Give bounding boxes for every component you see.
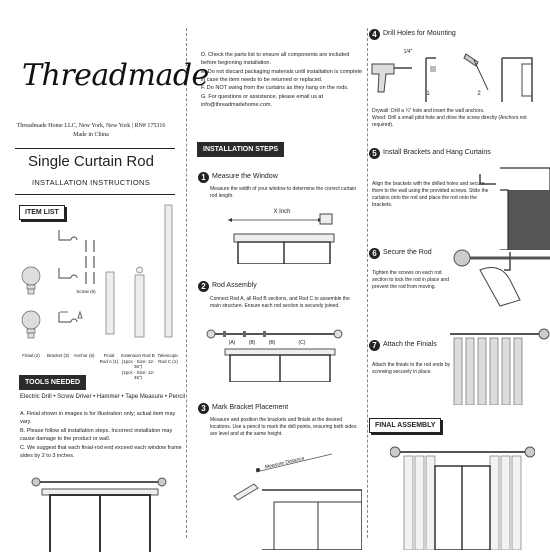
final-assembly-illustration	[390, 442, 535, 550]
mark-bracket-illustration	[222, 450, 362, 550]
product-title: Single Curtain Rod	[28, 153, 154, 170]
screw-icon	[86, 240, 94, 284]
divider	[15, 194, 175, 195]
drill-bullets	[372, 108, 544, 129]
drill-step-1-label: 1	[426, 91, 430, 97]
item-label-extension-rod-b: Extension Rod B (1pcs - Size: 12-36") (1pcs - Size: 12-46")	[121, 353, 155, 380]
part-label-a: (A)	[228, 340, 236, 346]
brand-address: Threadmade Home LLC, New York, New York | RN# 175316	[16, 123, 166, 129]
step-number: 3	[198, 403, 209, 414]
bracket-install-illustration	[470, 160, 550, 250]
item-label-screw: Screw (6)	[76, 289, 96, 294]
step-number: 2	[198, 281, 209, 292]
item-label-finial: Finial (2)	[22, 353, 40, 358]
step-title: Measure the Window	[212, 173, 278, 180]
window-illustration	[30, 462, 170, 552]
finial-icon	[22, 267, 40, 338]
step-title: Install Brackets and Hang Curtains	[383, 149, 491, 156]
step-desc: Measure the width of your window to determine the correct curtain rod length.	[210, 186, 357, 199]
drill-step-2-label: 2	[477, 91, 481, 97]
anchor-icon	[60, 312, 82, 318]
step-title: Attach the Finials	[383, 341, 437, 348]
attach-finial-illustration	[440, 320, 550, 405]
tools-header: TOOLS NEEDED	[19, 375, 86, 390]
step-title: Rod Assembly	[212, 282, 257, 289]
installation-steps-header: INSTALLATION STEPS	[197, 142, 284, 157]
tools-list: Electric Drill • Screw Driver • Hammer • Tape Measure • Pencil	[20, 394, 185, 400]
brand-logo: Threadmade	[22, 58, 209, 93]
part-label-b: (B)	[248, 340, 256, 346]
step-title: Drill Holes for Mounting	[383, 30, 456, 37]
drill-illustration	[370, 44, 545, 104]
note-c: C. We suggest that each finial-rod end exceed each window frame sides by 2 to 3 inches.	[20, 445, 182, 459]
note-f: F. Do NOT swing from the curtains as they hang on the rods.	[201, 85, 349, 91]
product-subtitle: INSTALLATION INSTRUCTIONS	[31, 178, 151, 187]
step-desc: Measure and position the brackets and finials at the desired locations. Use a pencil to mark the drill points, ensuring both sides are level and at the same height.	[210, 417, 357, 437]
note-e: E. Do not discard packaging materials until installation is complete in case the item needs to be returned or replaced.	[201, 68, 363, 83]
part-label-b2: (B)	[268, 340, 276, 346]
final-assembly-header: FINAL ASSEMBLY	[369, 418, 441, 433]
step-title: Secure the Rod	[383, 249, 432, 256]
step-desc: Attach the finials to the rod ends by screwing securely in place.	[372, 362, 451, 375]
items-illustration	[14, 200, 184, 350]
step-number: 5	[369, 148, 380, 159]
notes-list	[20, 410, 182, 461]
part-label-c: (C)	[298, 340, 306, 346]
note-b: B. Please follow all installation steps. Incorrect installation may cause damage to the product or wall.	[20, 428, 173, 442]
rod-assembly-illustration	[205, 327, 355, 382]
item-label-bracket: Bracket (3)	[46, 353, 69, 358]
step-desc: Align the brackets with the drilled holes and secure them to the wall using the provided screws. Slide the curtains onto the rod and place the rod onto the brackets.	[372, 181, 489, 208]
step-number: 6	[369, 248, 380, 259]
item-label-anchor: Anchor (6)	[73, 353, 95, 358]
made-in: Made in China	[73, 132, 109, 138]
drill-bullet-wood: Wood: Drill a small pilot hole and drive the screw directly (Anchors not required).	[372, 115, 527, 128]
rod-icon	[106, 205, 172, 337]
step-number: 4	[369, 29, 380, 40]
drill-bullet-drywall: Drywall: Drill a ¼" hole and insert the wall anchors.	[372, 108, 485, 114]
item-label-finial-rod-a: Finial Rod A (1)	[99, 353, 119, 364]
measure-window-illustration	[226, 204, 356, 264]
measure-label: X Inch	[273, 209, 291, 215]
column-divider	[186, 28, 187, 538]
item-list-header: ITEM LIST	[19, 205, 65, 220]
divider	[15, 148, 175, 149]
notes-list-2	[201, 51, 363, 109]
column-divider	[367, 28, 368, 538]
secure-rod-illustration	[450, 240, 550, 310]
step-desc: Connect Rod A, all Rod B sections, and Rod C to assemble the main structure. Ensure each rod section is securely joined.	[210, 296, 350, 309]
note-g: G. For questions or assistance, please email us at info@threadmadehome.com.	[201, 93, 323, 108]
step-number: 7	[369, 340, 380, 351]
note-a: A. Finial shown in images is for illustration only; actual item may vary.	[20, 411, 176, 425]
measure-distance-label: Measure Distance	[264, 455, 306, 471]
item-label-telescopic-rod-c: Telescopic Rod C (1)	[157, 353, 179, 364]
step-title: Mark Bracket Placement	[212, 404, 289, 411]
bracket-icon	[59, 230, 77, 322]
note-d: D. Check the parts list to ensure all components are included before beginning installation.	[201, 52, 350, 66]
step-number: 1	[198, 172, 209, 183]
drill-size-label: 1/4"	[403, 49, 413, 55]
step-desc: Tighten the screws on each rod section to lock the rod in place and prevent the rod from moving.	[372, 270, 449, 290]
